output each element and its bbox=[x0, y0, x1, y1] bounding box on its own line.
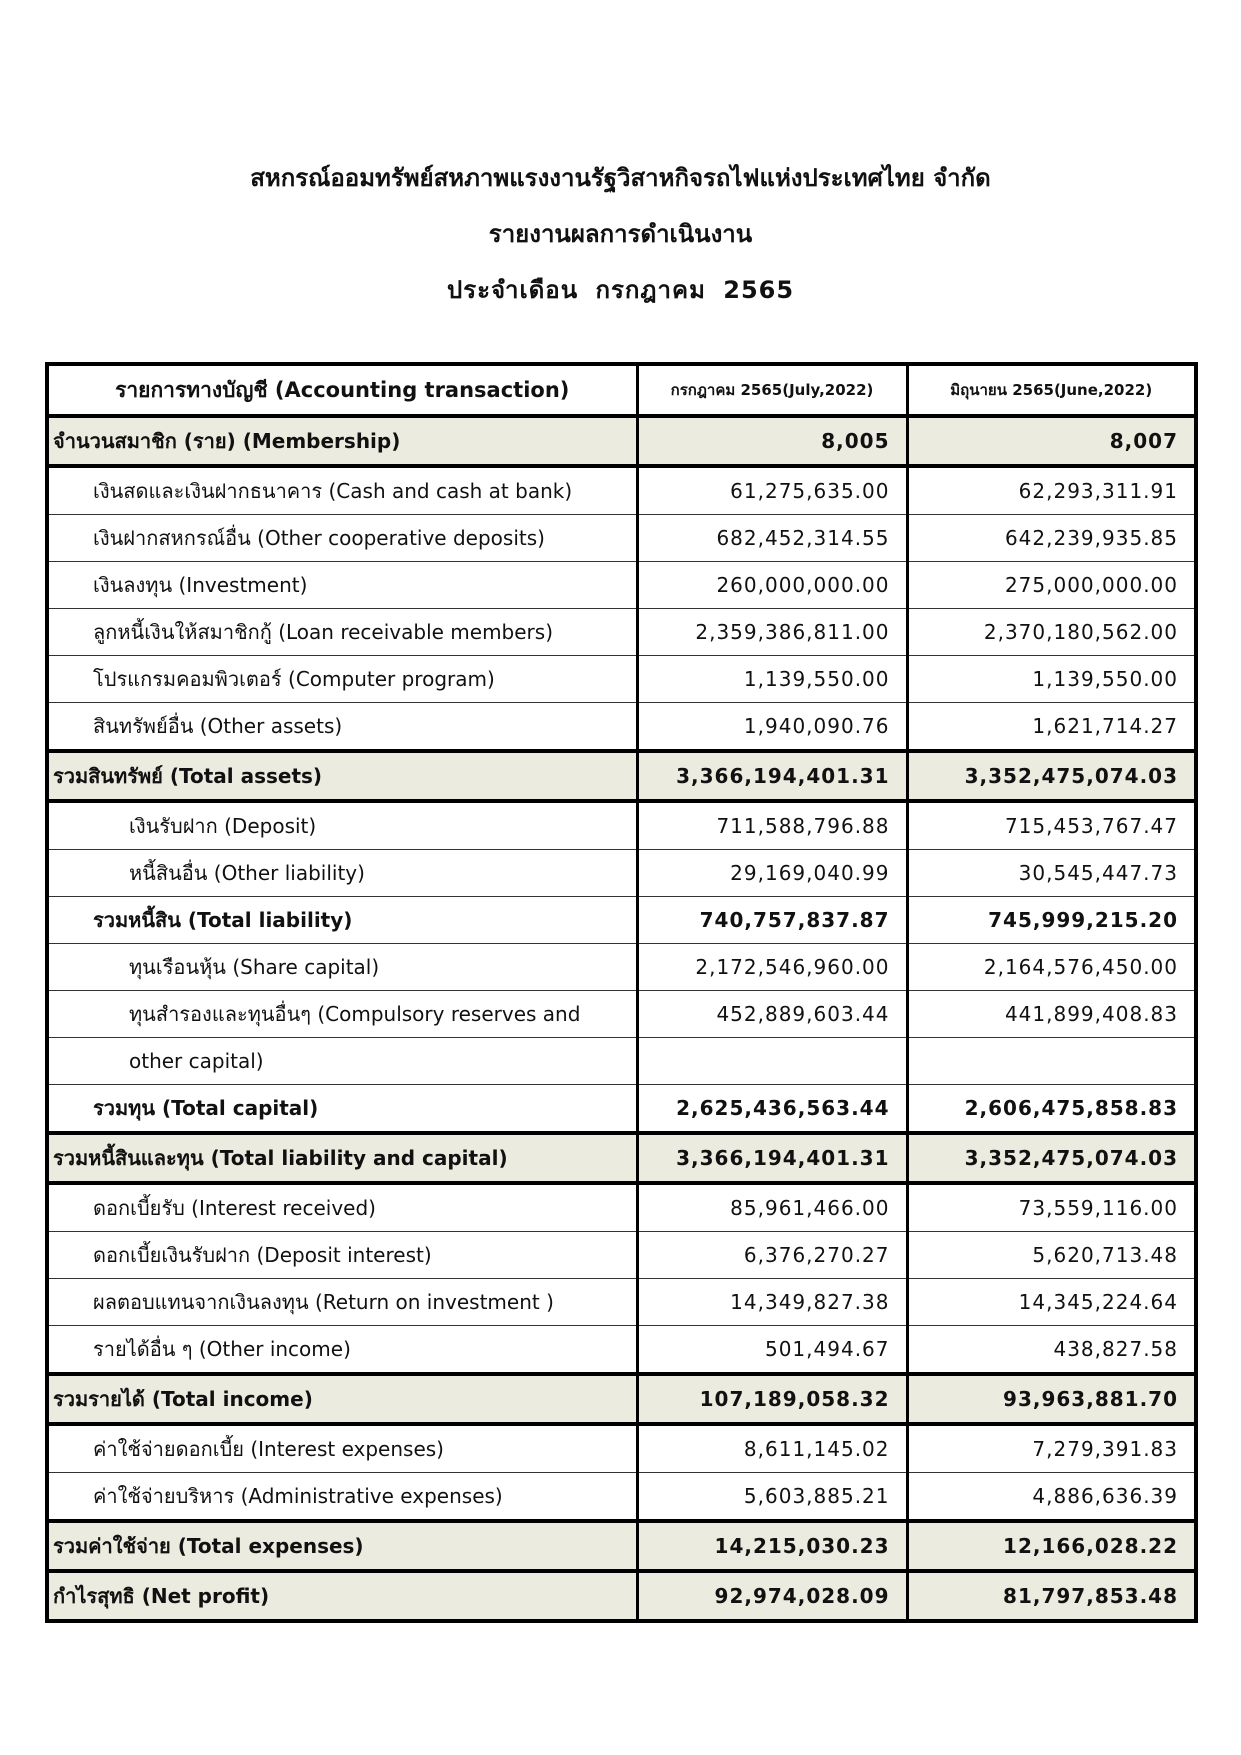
organization-name: สหกรณ์ออมทรัพย์สหภาพแรงงานรัฐวิสาหกิจรถไฟแห่งประเทศไทย จำกัด bbox=[250, 164, 991, 192]
row-label: รวมทุน (Total capital) bbox=[47, 1085, 637, 1134]
report-period: ประจำเดือน กรกฎาคม 2565 bbox=[446, 276, 795, 304]
value-current: 29,169,040.99 bbox=[637, 850, 907, 897]
column-header: รายการทางบัญชี (Accounting transaction) bbox=[47, 364, 637, 416]
value-current: 260,000,000.00 bbox=[637, 562, 907, 609]
value-current: 14,349,827.38 bbox=[637, 1279, 907, 1326]
value-current: 14,215,030.23 bbox=[637, 1521, 907, 1571]
value-current: 501,494.67 bbox=[637, 1326, 907, 1375]
value-previous: 30,545,447.73 bbox=[907, 850, 1196, 897]
table-row bbox=[47, 897, 1196, 944]
row-label: เงินสดและเงินฝากธนาคาร (Cash and cash at bank) bbox=[47, 466, 637, 515]
value-previous: 2,370,180,562.00 bbox=[907, 609, 1196, 656]
row-label: ค่าใช้จ่ายดอกเบี้ย (Interest expenses) bbox=[47, 1424, 637, 1473]
row-label: ค่าใช้จ่ายบริหาร (Administrative expenses) bbox=[47, 1473, 637, 1522]
value-current: 5,603,885.21 bbox=[637, 1473, 907, 1522]
value-current: 3,366,194,401.31 bbox=[637, 1133, 907, 1183]
row-label: ผลตอบแทนจากเงินลงทุน (Return on investment ) bbox=[47, 1279, 637, 1326]
row-label: โปรแกรมคอมพิวเตอร์ (Computer program) bbox=[47, 656, 637, 703]
value-current: 2,625,436,563.44 bbox=[637, 1085, 907, 1134]
value-previous: 2,164,576,450.00 bbox=[907, 944, 1196, 991]
value-previous: 2,606,475,858.83 bbox=[907, 1085, 1196, 1134]
value-previous: 715,453,767.47 bbox=[907, 801, 1196, 850]
column-header: กรกฎาคม 2565(July,2022) bbox=[637, 364, 907, 416]
table-row bbox=[47, 944, 1196, 991]
table-row bbox=[47, 850, 1196, 897]
value-previous: 1,621,714.27 bbox=[907, 703, 1196, 752]
value-current: 61,275,635.00 bbox=[637, 466, 907, 515]
table-row bbox=[47, 1374, 1196, 1424]
row-label: กำไรสุทธิ (Net profit) bbox=[47, 1571, 637, 1621]
value-current: 6,376,270.27 bbox=[637, 1232, 907, 1279]
value-current: 8,005 bbox=[637, 416, 907, 466]
row-label: รวมค่าใช้จ่าย (Total expenses) bbox=[47, 1521, 637, 1571]
table-row bbox=[47, 1473, 1196, 1522]
table-row bbox=[47, 562, 1196, 609]
row-label: รวมรายได้ (Total income) bbox=[47, 1374, 637, 1424]
value-current: 3,366,194,401.31 bbox=[637, 751, 907, 801]
value-previous: 5,620,713.48 bbox=[907, 1232, 1196, 1279]
row-label: จำนวนสมาชิก (ราย) (Membership) bbox=[47, 416, 637, 466]
table-row bbox=[47, 1085, 1196, 1134]
row-label: ทุนเรือนหุ้น (Share capital) bbox=[47, 944, 637, 991]
table-row bbox=[47, 1232, 1196, 1279]
value-previous: 1,139,550.00 bbox=[907, 656, 1196, 703]
value-previous: 3,352,475,074.03 bbox=[907, 751, 1196, 801]
row-label: รายได้อื่น ๆ (Other income) bbox=[47, 1326, 637, 1375]
table-row bbox=[47, 1183, 1196, 1232]
value-previous: 3,352,475,074.03 bbox=[907, 1133, 1196, 1183]
value-current: 452,889,603.44 bbox=[637, 991, 907, 1038]
table-row bbox=[47, 1038, 1196, 1085]
value-current: 2,359,386,811.00 bbox=[637, 609, 907, 656]
table-row bbox=[47, 1279, 1196, 1326]
value-previous: 12,166,028.22 bbox=[907, 1521, 1196, 1571]
table-row bbox=[47, 1133, 1196, 1183]
value-current: 92,974,028.09 bbox=[637, 1571, 907, 1621]
value-current: 682,452,314.55 bbox=[637, 515, 907, 562]
table-row bbox=[47, 1326, 1196, 1375]
row-label: เงินลงทุน (Investment) bbox=[47, 562, 637, 609]
value-previous: 441,899,408.83 bbox=[907, 991, 1196, 1038]
value-previous: 7,279,391.83 bbox=[907, 1424, 1196, 1473]
value-previous: 642,239,935.85 bbox=[907, 515, 1196, 562]
value-previous: 4,886,636.39 bbox=[907, 1473, 1196, 1522]
table-row bbox=[47, 1424, 1196, 1473]
column-header: มิถุนายน 2565(June,2022) bbox=[907, 364, 1196, 416]
value-previous: 93,963,881.70 bbox=[907, 1374, 1196, 1424]
value-current: 711,588,796.88 bbox=[637, 801, 907, 850]
row-label: สินทรัพย์อื่น (Other assets) bbox=[47, 703, 637, 752]
table-row bbox=[47, 1571, 1196, 1621]
value-previous bbox=[907, 1038, 1196, 1085]
table-row bbox=[47, 609, 1196, 656]
row-label: รวมหนี้สินและทุน (Total liability and capital) bbox=[47, 1133, 637, 1183]
table-row bbox=[47, 751, 1196, 801]
row-label: ดอกเบี้ยรับ (Interest received) bbox=[47, 1183, 637, 1232]
value-previous: 62,293,311.91 bbox=[907, 466, 1196, 515]
table-row bbox=[47, 1521, 1196, 1571]
row-label: รวมหนี้สิน (Total liability) bbox=[47, 897, 637, 944]
value-previous: 14,345,224.64 bbox=[907, 1279, 1196, 1326]
row-label: other capital) bbox=[47, 1038, 637, 1085]
value-previous: 275,000,000.00 bbox=[907, 562, 1196, 609]
value-current: 1,139,550.00 bbox=[637, 656, 907, 703]
table-header-row bbox=[47, 364, 1196, 416]
table-row bbox=[47, 801, 1196, 850]
value-previous: 438,827.58 bbox=[907, 1326, 1196, 1375]
table-row bbox=[47, 416, 1196, 466]
table-row bbox=[47, 656, 1196, 703]
row-label: รวมสินทรัพย์ (Total assets) bbox=[47, 751, 637, 801]
row-label: ลูกหนี้เงินให้สมาชิกกู้ (Loan receivable members) bbox=[47, 609, 637, 656]
row-label: หนี้สินอื่น (Other liability) bbox=[47, 850, 637, 897]
row-label: เงินรับฝาก (Deposit) bbox=[47, 801, 637, 850]
row-label: ดอกเบี้ยเงินรับฝาก (Deposit interest) bbox=[47, 1232, 637, 1279]
value-current: 107,189,058.32 bbox=[637, 1374, 907, 1424]
table-row bbox=[47, 991, 1196, 1038]
value-current: 1,940,090.76 bbox=[637, 703, 907, 752]
value-current: 85,961,466.00 bbox=[637, 1183, 907, 1232]
operating-results-table bbox=[45, 362, 1198, 1623]
value-current: 2,172,546,960.00 bbox=[637, 944, 907, 991]
report-header bbox=[0, 150, 1241, 318]
row-label: ทุนสำรองและทุนอื่นๆ (Compulsory reserves and bbox=[47, 991, 637, 1038]
value-previous: 73,559,116.00 bbox=[907, 1183, 1196, 1232]
value-previous: 745,999,215.20 bbox=[907, 897, 1196, 944]
value-current: 740,757,837.87 bbox=[637, 897, 907, 944]
report-title: รายงานผลการดำเนินงาน bbox=[488, 220, 753, 248]
value-current: 8,611,145.02 bbox=[637, 1424, 907, 1473]
table-row bbox=[47, 515, 1196, 562]
value-previous: 81,797,853.48 bbox=[907, 1571, 1196, 1621]
value-current bbox=[637, 1038, 907, 1085]
value-previous: 8,007 bbox=[907, 416, 1196, 466]
table-row bbox=[47, 466, 1196, 515]
table-row bbox=[47, 703, 1196, 752]
row-label: เงินฝากสหกรณ์อื่น (Other cooperative deposits) bbox=[47, 515, 637, 562]
